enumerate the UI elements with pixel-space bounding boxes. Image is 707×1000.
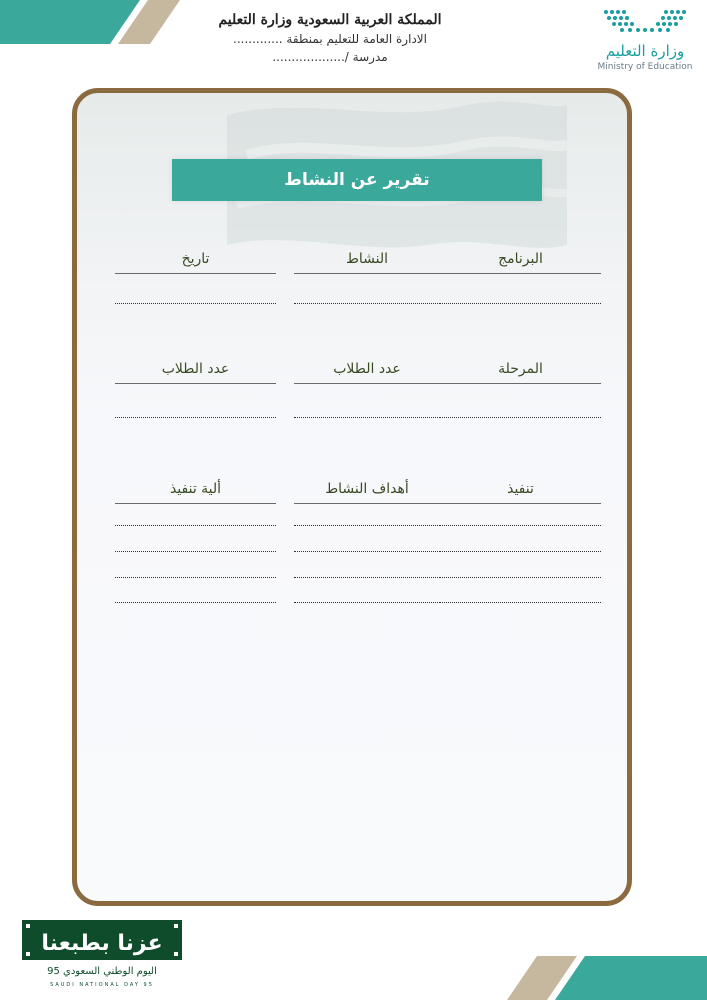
field-underline [440, 273, 601, 274]
ministry-logo-dots-icon [600, 8, 690, 34]
field-dotted-line [440, 551, 601, 552]
field-dotted-line [294, 303, 440, 304]
field-dotted-line [115, 525, 276, 526]
field-dotted-line [115, 577, 276, 578]
field-label: البرنامج [498, 251, 543, 267]
field-underline [115, 273, 276, 274]
field-label: تاريخ [181, 251, 210, 267]
field-dotted-line [440, 417, 601, 418]
field-execution [440, 481, 601, 504]
field-underline [294, 273, 440, 274]
field-label: أهداف النشاط [325, 481, 409, 497]
field-program [440, 251, 601, 274]
ministry-logo-arabic: وزارة التعليم [605, 42, 685, 60]
field-dotted-line [440, 602, 601, 603]
field-dotted-line [294, 577, 440, 578]
field-underline [294, 503, 440, 504]
field-stage [440, 361, 601, 384]
report-frame [72, 88, 632, 906]
national-day-subtitle: اليوم الوطني السعودي 95 [47, 966, 157, 977]
ministry-of-education-logo [595, 8, 695, 82]
field-label: تنفيذ [507, 481, 534, 497]
field-dotted-line [115, 303, 276, 304]
field-dotted-line [294, 551, 440, 552]
kingdom-ministry-line: المملكة العربية السعودية وزارة التعليم [218, 12, 442, 28]
national-day-logo-icon [22, 920, 182, 990]
field-label: النشاط [345, 251, 389, 267]
field-student-count [294, 361, 440, 384]
field-execution-mechanism [115, 481, 276, 504]
education-administration-line: الادارة العامة للتعليم بمنطقة ............. [233, 32, 427, 46]
document-header [180, 12, 480, 64]
national-day-slogan: عزنا بطبعنا [41, 931, 163, 956]
ministry-logo-english: Ministry of Education [597, 62, 693, 72]
field-student-count-2 [115, 361, 276, 384]
field-dotted-line [440, 303, 601, 304]
field-dotted-line [115, 602, 276, 603]
field-dotted-line [294, 417, 440, 418]
report-title: تقرير عن النشاط [284, 170, 430, 190]
field-label: المرحلة [498, 361, 543, 377]
field-activity-goals [294, 481, 440, 504]
field-dotted-line [440, 525, 601, 526]
field-dotted-line [440, 577, 601, 578]
field-label: عدد الطلاب [333, 361, 401, 377]
field-activity [294, 251, 440, 274]
national-day-english: SAUDI NATIONAL DAY 95 [50, 982, 154, 988]
saudi-national-day-logo [22, 920, 182, 990]
school-line: مدرسة /................... [272, 50, 388, 64]
field-underline [294, 383, 440, 384]
field-dotted-line [294, 602, 440, 603]
field-dotted-line [115, 417, 276, 418]
field-dotted-line [294, 525, 440, 526]
field-label: عدد الطلاب [161, 361, 230, 377]
field-underline [115, 383, 276, 384]
corner-decoration-top [0, 0, 180, 44]
field-underline [115, 503, 276, 504]
field-underline [440, 503, 601, 504]
field-dotted-line [115, 551, 276, 552]
field-label: ألية تنفيذ [169, 481, 222, 497]
corner-decoration-bottom [507, 956, 707, 1000]
report-title-banner [172, 159, 542, 201]
field-underline [440, 383, 601, 384]
field-date [115, 251, 276, 274]
